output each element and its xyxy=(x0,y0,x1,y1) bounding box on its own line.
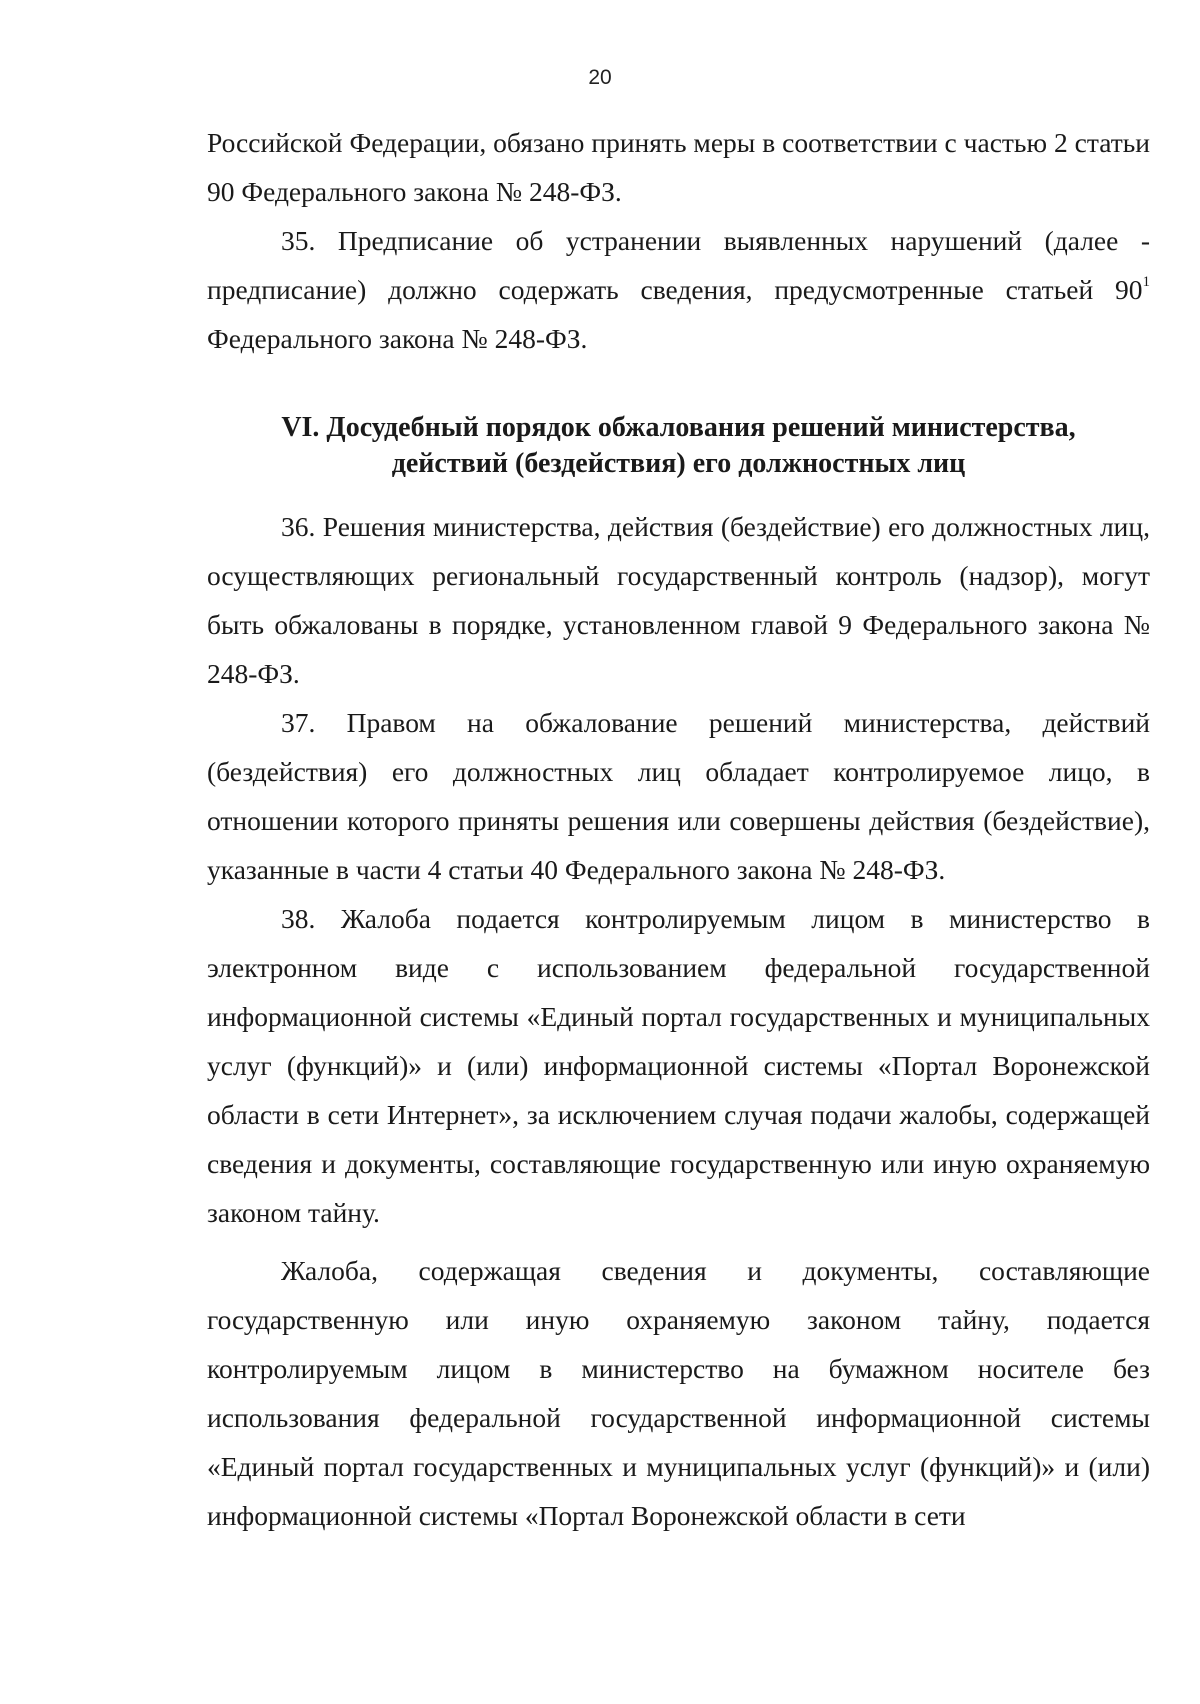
paragraph-37: 37. Правом на обжалование решений министерства, действий (бездействия) его должностных лиц обладает контролируемое лицо, в отношении которого приняты решения или совершены действия (бездействие), указанные в части 4 статьи 40 Федерального закона № 248-ФЗ. xyxy=(207,707,1150,885)
document-body xyxy=(207,118,1150,1540)
page-number: 20 xyxy=(588,66,612,89)
section-heading-line-2: действий (бездействия) его должностных лиц xyxy=(391,448,966,479)
paragraph-35-tail: Федерального закона № 248-ФЗ. xyxy=(207,323,588,354)
superscript-1: 1 xyxy=(1142,274,1150,290)
paragraph-38: 38. Жалоба подается контролируемым лицом в министерство в электронном виде с использованием федеральной государственной информационной системы «Единый портал государственных и муниципальных услуг (функций)» и (или) информационной системы «Портал Воронежской области в сети Интернет», за исключением случая подачи жалобы, содержащей сведения и документы, составляющие государственную или иную охраняемую законом тайну. xyxy=(207,903,1150,1228)
paragraph-35 xyxy=(207,216,1150,363)
paragraph-36: 36. Решения министерства, действия (бездействие) его должностных лиц, осуществляющих региональный государственный контроль (надзор), могут быть обжалованы в порядке, установленном главой 9 Федерального закона № 248-ФЗ. xyxy=(207,511,1150,689)
section-heading xyxy=(207,410,1150,482)
paragraph-continuation: Российской Федерации, обязано принять меры в соответствии с частью 2 статьи 90 Федерального закона № 248-ФЗ. xyxy=(207,127,1150,207)
section-heading-line-1: VI. Досудебный порядок обжалования решений министерства, xyxy=(281,412,1076,443)
paragraph-35-text: 35. Предписание об устранении выявленных нарушений (далее - предписание) должно содержать сведения, предусмотренные статьей 90 xyxy=(207,225,1150,305)
paragraph-complaint-secret: Жалоба, содержащая сведения и документы, составляющие государственную или иную охраняемую законом тайну, подается контролируемым лицом в министерство на бумажном носителе без использования федеральной государственной информационной системы «Единый портал государственных и муниципальных услуг (функций)» и (или) информационной системы «Портал Воронежской области в сети xyxy=(207,1255,1150,1531)
